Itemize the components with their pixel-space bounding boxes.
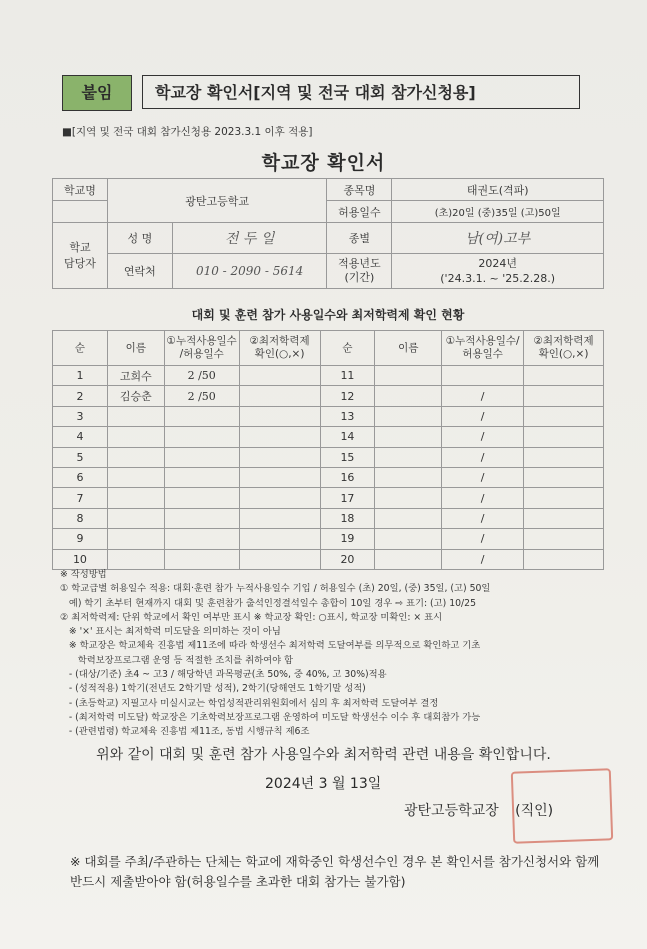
table-row <box>53 406 604 426</box>
used-days: / <box>442 406 524 426</box>
table-row <box>53 386 604 406</box>
school-signature <box>404 800 553 820</box>
section-title: 대회 및 훈련 참가 사용일수와 최저학력제 확인 현황 <box>191 308 465 322</box>
note-line: - (대상/기준) 초4 ~ 고3 / 해당학년 과목평균(초 50%, 중 40%, 고 30%)적용 <box>60 669 387 681</box>
used-days: / <box>442 508 524 528</box>
date: 2024년 3 월 13일 <box>265 776 382 792</box>
row-number: 16 <box>320 467 375 487</box>
used-days <box>164 529 239 549</box>
student-name <box>375 366 442 386</box>
used-days <box>164 467 239 487</box>
school-value: 광탄고등학교 <box>107 179 327 223</box>
school-label: 학교명 <box>53 179 108 201</box>
used-days: / <box>442 549 524 569</box>
used-days: / <box>442 488 524 508</box>
year-period: ('24.3.1. ~ '25.2.28.) <box>440 272 556 285</box>
academic-check <box>524 366 604 386</box>
row-number: 8 <box>53 508 108 528</box>
used-days <box>164 447 239 467</box>
bottom-note: ※ 대회를 주최/주관하는 단체는 학교에 재학중인 학생선수인 경우 본 확인서를 참가신청서와 함께 반드시 제출받아야 함(허용일수를 초과한 대회 참가는 불가함) <box>70 854 600 889</box>
note-line: ※ 작성방법 <box>60 569 107 580</box>
student-name <box>107 488 164 508</box>
page-title: 학교장 확인서 <box>261 152 386 174</box>
row-number: 15 <box>320 447 375 467</box>
used-days <box>442 366 524 386</box>
student-name: 김승춘 <box>107 386 164 406</box>
column-header: ②최저학력제 확인(○,×) <box>239 331 320 366</box>
student-name <box>107 508 164 528</box>
confirm-statement: 위와 같이 대회 및 훈련 참가 사용일수와 최저학력 관련 내용을 확인합니다. <box>96 747 551 763</box>
attachment-tag: 붙임 <box>62 75 132 111</box>
table-row <box>53 467 604 487</box>
allowed-label: 허용일수 <box>327 201 392 223</box>
row-number: 4 <box>53 427 108 447</box>
row-number: 9 <box>53 529 108 549</box>
row-number: 2 <box>53 386 108 406</box>
row-number: 19 <box>320 529 375 549</box>
column-header: 순 <box>53 331 108 366</box>
student-name <box>107 467 164 487</box>
student-name <box>107 529 164 549</box>
student-name <box>375 447 442 467</box>
row-number: 5 <box>53 447 108 467</box>
academic-check <box>524 447 604 467</box>
student-name: 고희수 <box>107 366 164 386</box>
student-name <box>107 549 164 569</box>
table-row <box>53 529 604 549</box>
academic-check <box>524 529 604 549</box>
row-number: 10 <box>53 549 108 569</box>
academic-check <box>239 529 320 549</box>
student-name <box>375 529 442 549</box>
school-principal: 광탄고등학교장 <box>404 803 499 819</box>
student-name <box>375 386 442 406</box>
note-line: ② 최저학력제: 단위 학교에서 확인 여부만 표시 ※ 학교장 확인: ○표시, 학교장 미확인: × 표시 <box>60 611 443 623</box>
used-days: / <box>442 386 524 406</box>
used-days: 2 /50 <box>164 386 239 406</box>
used-days: / <box>442 427 524 447</box>
used-days <box>164 427 239 447</box>
gender-value: 남(여)고부 <box>392 223 604 254</box>
academic-check <box>524 549 604 569</box>
used-days <box>164 488 239 508</box>
note-line: 학력보장프로그램 운영 등 적절한 조치를 취하여야 함 <box>60 654 294 666</box>
table-row <box>53 549 604 569</box>
academic-check <box>524 467 604 487</box>
academic-check <box>239 508 320 528</box>
academic-check <box>239 467 320 487</box>
academic-check <box>239 488 320 508</box>
name-label: 성 명 <box>107 223 172 254</box>
academic-check <box>239 386 320 406</box>
table-row <box>53 447 604 467</box>
column-header: 이름 <box>107 331 164 366</box>
allowed-value: (초)20일 (중)35일 (고)50일 <box>392 201 604 223</box>
academic-check <box>239 549 320 569</box>
academic-check <box>239 447 320 467</box>
note-line: - (성적적용) 1학기(전년도 2학기말 성적), 2학기(당해연도 1학기말 성적) <box>60 683 366 695</box>
student-name <box>375 488 442 508</box>
column-header: 순 <box>320 331 375 366</box>
event-value: 태권도(격파) <box>392 179 604 201</box>
academic-check <box>239 427 320 447</box>
column-header: 이름 <box>375 331 442 366</box>
table-row <box>53 427 604 447</box>
notes <box>60 568 620 740</box>
seal-label: (직인) <box>515 803 554 819</box>
used-days: / <box>442 467 524 487</box>
row-number: 7 <box>53 488 108 508</box>
used-days <box>164 549 239 569</box>
student-name <box>375 427 442 447</box>
row-number: 18 <box>320 508 375 528</box>
note-line: - (초등학교) 지필고사 미실시교는 학업성적관리위원회에서 심의 후 최저학력 도달여부 결정 <box>60 697 439 709</box>
participation-table <box>52 330 604 570</box>
academic-check <box>524 386 604 406</box>
row-number: 14 <box>320 427 375 447</box>
used-days <box>164 406 239 426</box>
academic-check <box>524 427 604 447</box>
column-header: ②최저학력제 확인(○,×) <box>524 331 604 366</box>
teacher-label: 학교 담당자 <box>53 223 108 289</box>
contact-value: 010 - 2090 - 5614 <box>172 254 327 289</box>
row-number: 3 <box>53 406 108 426</box>
row-number: 12 <box>320 386 375 406</box>
row-number: 17 <box>320 488 375 508</box>
year-cell <box>392 254 604 289</box>
note-line: ※ '×' 표시는 최저학력 미도달을 의미하는 것이 아님 <box>60 626 281 638</box>
academic-check <box>524 488 604 508</box>
row-number: 6 <box>53 467 108 487</box>
contact-label: 연락처 <box>107 254 172 289</box>
used-days <box>164 508 239 528</box>
academic-check <box>524 508 604 528</box>
academic-check <box>239 406 320 426</box>
used-days: / <box>442 529 524 549</box>
row-number: 11 <box>320 366 375 386</box>
table-row <box>53 508 604 528</box>
applicable-note: ■[지역 및 전국 대회 참가신청용 2023.3.1 이후 적용] <box>62 126 313 138</box>
academic-check <box>524 406 604 426</box>
row-number: 20 <box>320 549 375 569</box>
gender-label: 종별 <box>327 223 392 254</box>
academic-check <box>239 366 320 386</box>
note-line: 예) 학기 초부터 현재까지 대회 및 훈련참가 출석인정결석일수 총합이 10일 경우 ⇨ 표기: (고) 10/25 <box>60 597 477 609</box>
table-row <box>53 366 604 386</box>
note-line: - (최저학력 미도달) 학교장은 기초학력보장프로그램 운영하여 미도달 학생선수 이수 후 대회참가 가능 <box>60 711 481 723</box>
used-days: 2 /50 <box>164 366 239 386</box>
column-header: ①누적사용일수 /허용일수 <box>164 331 239 366</box>
note-line: - (관련법령) 학교체육 진흥법 제11조, 동법 시행규칙 제6조 <box>60 726 310 738</box>
name-value: 전 두 일 <box>172 223 327 254</box>
year-value: 2024년 <box>478 257 517 270</box>
event-label: 종목명 <box>327 179 392 201</box>
student-name <box>375 467 442 487</box>
table-row <box>53 488 604 508</box>
note-line: ① 학교급별 허용일수 적용: 대회·훈련 참가 누적사용일수 기입 / 허용일수 (초) 20일, (중) 35일, (고) 50일 <box>60 583 491 595</box>
year-label: 적용년도 (기간) <box>327 254 392 289</box>
note-line: ※ 학교장은 학교체육 진흥법 제11조에 따라 학생선수 최저학력 도달여부를 의무적으로 확인하고 기초 <box>60 640 481 652</box>
student-name <box>107 447 164 467</box>
header <box>62 75 582 111</box>
student-name <box>375 406 442 426</box>
row-number: 13 <box>320 406 375 426</box>
used-days: / <box>442 447 524 467</box>
student-name <box>107 406 164 426</box>
student-name <box>375 549 442 569</box>
info-table <box>52 178 604 289</box>
student-name <box>375 508 442 528</box>
student-name <box>107 427 164 447</box>
row-number: 1 <box>53 366 108 386</box>
column-header: ①누적사용일수/ 허용일수 <box>442 331 524 366</box>
header-title: 학교장 확인서[지역 및 전국 대회 참가신청용] <box>142 75 580 109</box>
